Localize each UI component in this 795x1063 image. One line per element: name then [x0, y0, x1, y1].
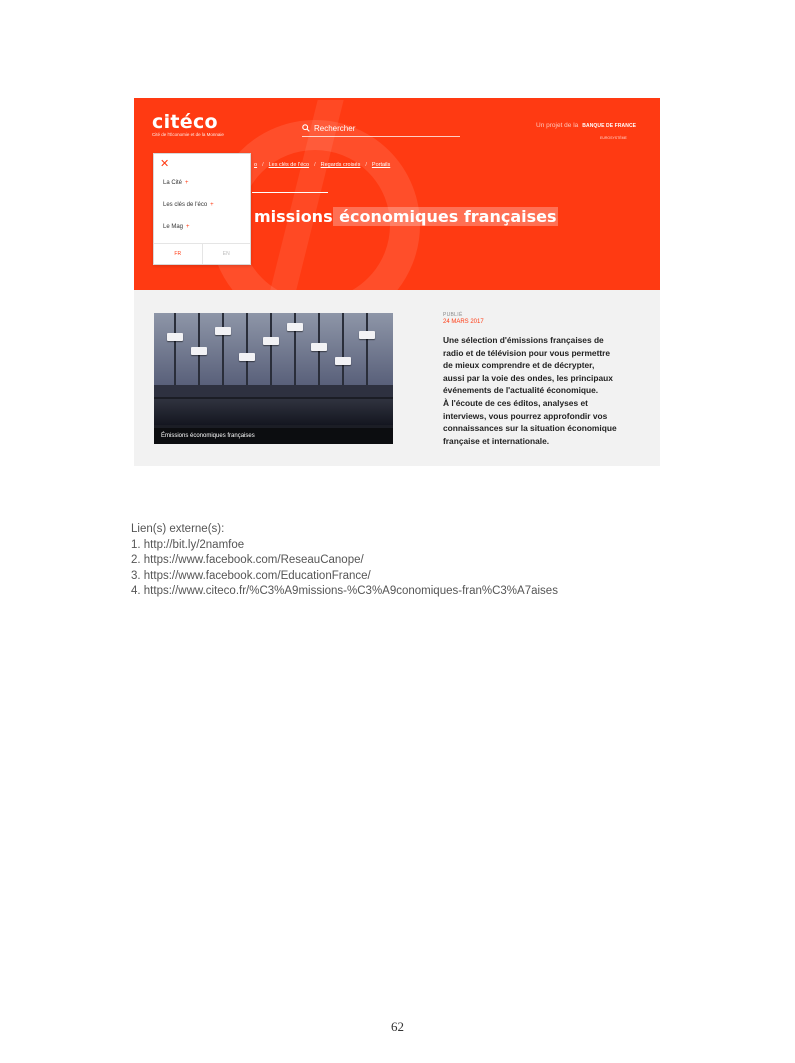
- search-input[interactable]: [302, 120, 460, 137]
- lang-fr-button[interactable]: FR: [154, 244, 203, 264]
- external-link[interactable]: 4. https://www.citeco.fr/%C3%A9missions-%C3%A9conomiques-fran%C3%A7aises: [131, 585, 558, 597]
- external-link[interactable]: 2. https://www.facebook.com/ReseauCanope/: [131, 554, 364, 566]
- close-icon[interactable]: ✕: [160, 158, 170, 170]
- menu-item-le-mag[interactable]: Le Mag +: [163, 224, 190, 230]
- banque-de-france-logo: BANQUE DE FRANCE: [582, 122, 637, 129]
- menu-item-la-cite[interactable]: La Cité +: [163, 180, 189, 186]
- mixing-console-image: [154, 313, 393, 385]
- embedded-screenshot: [134, 98, 660, 466]
- external-link[interactable]: 3. https://www.facebook.com/EducationFrance/: [131, 569, 371, 582]
- published-label: PUBLIÉ: [443, 312, 463, 318]
- eurosysteme-label: EUROSYSTÈME: [600, 136, 627, 140]
- search-icon: [302, 124, 310, 132]
- language-switcher: [154, 243, 250, 264]
- partner-logo[interactable]: Un projet de la BANQUE DE FRANCE: [536, 122, 637, 129]
- published-date: 24 MARS 2017: [443, 319, 484, 325]
- external-link[interactable]: 1. http://bit.ly/2namfoe: [131, 538, 245, 551]
- citeco-logo[interactable]: citéco Cité de l'Économie et de la Monnaie: [152, 111, 224, 137]
- title-divider: [252, 192, 328, 193]
- breadcrumb-item[interactable]: Les clés de l'éco: [268, 162, 310, 168]
- article-summary: Une sélection d'émissions françaises de radio et de télévision pour vous permettre de mieux comprendre et de décrypter, aussi par la voie des ondes, les principaux événements de l'actualité économique. À l'écoute de ces éditos, analyses et interviews, vous pourrez approfondir vos connaissances sur la situation économique française et internationale.: [443, 335, 617, 446]
- lang-en-button[interactable]: EN: [222, 251, 230, 257]
- menu-item-cles-eco[interactable]: Les clés de l'éco +: [163, 202, 214, 208]
- external-links: [131, 522, 558, 600]
- plus-icon: +: [210, 202, 214, 208]
- plus-icon: +: [186, 224, 190, 230]
- breadcrumb-item[interactable]: Regards croisés: [320, 162, 361, 168]
- publication-meta: [443, 312, 484, 325]
- links-heading: Lien(s) externe(s):: [131, 523, 225, 535]
- nav-menu-dropdown: [153, 153, 251, 265]
- breadcrumb-item[interactable]: o: [254, 162, 258, 168]
- breadcrumb-item[interactable]: Portails: [371, 162, 391, 168]
- page-title: missions économiques françaises: [254, 207, 557, 226]
- hero-banner: [134, 98, 660, 290]
- page-number: 62: [391, 1019, 404, 1034]
- breadcrumb: o / Les clés de l'éco / Regards croisés / Portails: [254, 162, 391, 168]
- search-placeholder: Rechercher: [314, 123, 356, 133]
- plus-icon: +: [185, 180, 189, 186]
- image-caption: Émissions économiques françaises: [154, 428, 393, 444]
- article-image[interactable]: [154, 313, 393, 444]
